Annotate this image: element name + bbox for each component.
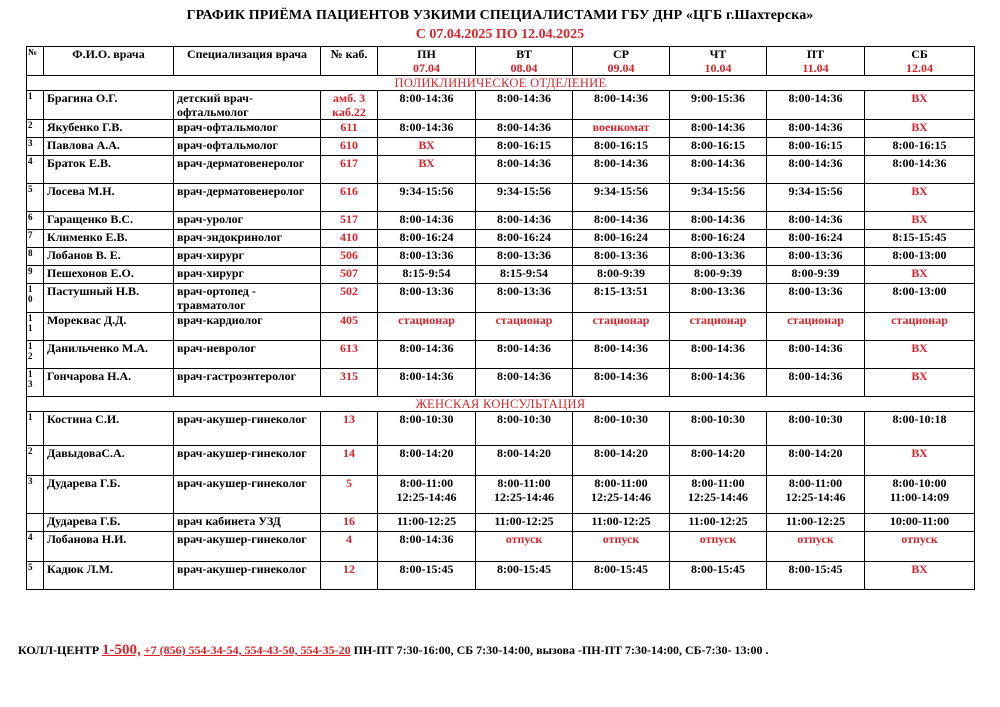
schedule-cell: 8:00-14:36 [476, 91, 573, 120]
schedule-cell: 8:00-16:15 [476, 138, 573, 156]
schedule-cell: 8:00-14:36 [767, 91, 865, 120]
schedule-cell: 8:00-11:00 12:25-14:46 [378, 476, 476, 514]
schedule-cell: 8:00-13:36 [476, 248, 573, 266]
schedule-cell: 8:00-14:36 [573, 369, 670, 397]
schedule-cell: 8:00-14:36 [476, 120, 573, 138]
schedule-cell: отпуск [865, 532, 975, 562]
schedule-cell: 8:00-13:36 [767, 284, 865, 313]
call-center-hours: ПН-ПТ 7:30-16:00, СБ 7:30-14:00, вызова -ПН-ПТ 7:30-14:00, СБ-7:30- 13:00 . [353, 643, 769, 657]
row-number: 5 [27, 562, 44, 590]
header-day-sat: СБ 12.04 [865, 47, 975, 76]
schedule-cell: 8:15-9:54 [378, 266, 476, 284]
doctor-name: Браток Е.В. [44, 156, 174, 184]
row-number: 6 [27, 212, 44, 230]
room-number: 613 [321, 341, 378, 369]
doctor-specialization: врач-акушер-гинеколог [174, 412, 321, 446]
doctor-specialization: врач-эндокринолог [174, 230, 321, 248]
doctor-name: Дударева Г.Б. [44, 514, 174, 532]
doctor-specialization: врач-акушер-гинеколог [174, 532, 321, 562]
row-number: 1 3 [27, 369, 44, 397]
doctor-name: Пастушный Н.В. [44, 284, 174, 313]
row-number: 4 [27, 156, 44, 184]
schedule-cell: 8:00-10:30 [476, 412, 573, 446]
room-number: 517 [321, 212, 378, 230]
row-number: 1 [27, 412, 44, 446]
schedule-cell: ВХ [865, 184, 975, 212]
schedule-cell: стационар [865, 313, 975, 341]
schedule-cell: 8:00-14:36 [476, 156, 573, 184]
schedule-cell: 11:00-12:25 [476, 514, 573, 532]
schedule-cell: 8:00-14:36 [767, 212, 865, 230]
date-range: С 07.04.2025 ПО 12.04.2025 [415, 27, 585, 42]
call-center-footer [18, 642, 988, 659]
room-number: 616 [321, 184, 378, 212]
schedule-cell: 8:00-13:36 [476, 284, 573, 313]
schedule-cell: ВХ [865, 369, 975, 397]
schedule-cell: 8:00-14:36 [573, 91, 670, 120]
schedule-cell: 8:00-10:30 [767, 412, 865, 446]
doctor-specialization: врач-офтальмолог [174, 138, 321, 156]
schedule-cell: 8:00-14:36 [767, 156, 865, 184]
doctor-name: Мореквас Д.Д. [44, 313, 174, 341]
doctor-name: Костина С.И. [44, 412, 174, 446]
section-header [27, 397, 975, 412]
row-number: 2 [27, 446, 44, 476]
schedule-cell: 8:15-13:51 [573, 284, 670, 313]
schedule-cell: 8:00-16:24 [476, 230, 573, 248]
room-number: 506 [321, 248, 378, 266]
schedule-cell: 8:00-15:45 [767, 562, 865, 590]
schedule-cell: 8:00-14:36 [378, 532, 476, 562]
table-row [27, 313, 975, 341]
schedule-cell: 8:00-16:24 [573, 230, 670, 248]
schedule-cell: 11:00-12:25 [378, 514, 476, 532]
table-row [27, 248, 975, 266]
room-number: 14 [321, 446, 378, 476]
schedule-cell: 11:00-12:25 [670, 514, 767, 532]
schedule-cell: 8:00-9:39 [573, 266, 670, 284]
doctor-name: Лобанов В. Е. [44, 248, 174, 266]
schedule-cell: ВХ [865, 341, 975, 369]
table-row [27, 412, 975, 446]
doctor-name: Кадюк Л.М. [44, 562, 174, 590]
doctor-specialization: врач-ортопед - травматолог [174, 284, 321, 313]
table-row [27, 562, 975, 590]
schedule-cell: 8:00-14:20 [378, 446, 476, 476]
room-number: 610 [321, 138, 378, 156]
schedule-cell: 8:00-16:24 [767, 230, 865, 248]
schedule-cell: 8:00-16:15 [573, 138, 670, 156]
schedule-cell: ВХ [865, 562, 975, 590]
doctor-name: Павлова А.А. [44, 138, 174, 156]
schedule-cell: отпуск [670, 532, 767, 562]
table-row [27, 120, 975, 138]
doctor-name: Пешехонов Е.О. [44, 266, 174, 284]
doctor-name: Клименко Е.В. [44, 230, 174, 248]
row-number: 2 [27, 120, 44, 138]
schedule-cell: 8:00-13:36 [378, 248, 476, 266]
room-number: 617 [321, 156, 378, 184]
schedule-cell: 8:00-10:30 [573, 412, 670, 446]
schedule-cell: 8:00-14:36 [670, 369, 767, 397]
table-row [27, 138, 975, 156]
row-number: 3 [27, 138, 44, 156]
room-number: амб. 3 каб.22 [321, 91, 378, 120]
doctor-specialization: врач-хирург [174, 266, 321, 284]
header-day-tue: ВТ 08.04 [476, 47, 573, 76]
schedule-cell: 9:34-15:56 [476, 184, 573, 212]
row-number: 1 0 [27, 284, 44, 313]
doctor-specialization: врач-акушер-гинеколог [174, 476, 321, 514]
header-name: Ф.И.О. врача [44, 47, 174, 76]
row-number: 1 [27, 91, 44, 120]
doctor-specialization: врач-уролог [174, 212, 321, 230]
schedule-cell: 8:00-16:15 [865, 138, 975, 156]
header-day-thu: ЧТ 10.04 [670, 47, 767, 76]
schedule-cell: 8:00-14:36 [378, 341, 476, 369]
table-row [27, 369, 975, 397]
doctor-specialization: врач-офтальмолог [174, 120, 321, 138]
doctor-name: Лосева М.Н. [44, 184, 174, 212]
schedule-cell: 9:34-15:56 [767, 184, 865, 212]
schedule-cell: 8:00-14:36 [767, 341, 865, 369]
schedule-cell: 8:00-9:39 [767, 266, 865, 284]
schedule-cell: 11:00-12:25 [573, 514, 670, 532]
table-row [27, 184, 975, 212]
schedule-cell: 8:00-14:36 [476, 341, 573, 369]
schedule-cell: 8:00-15:45 [670, 562, 767, 590]
schedule-cell: 8:00-9:39 [670, 266, 767, 284]
doctor-name: Брагина О.Г. [44, 91, 174, 120]
room-number: 611 [321, 120, 378, 138]
call-center-short-number[interactable]: 1-500, [102, 642, 141, 658]
row-number: 9 [27, 266, 44, 284]
room-number: 405 [321, 313, 378, 341]
doctor-specialization: врач-хирург [174, 248, 321, 266]
table-row [27, 156, 975, 184]
room-number: 5 [321, 476, 378, 514]
schedule-cell: стационар [573, 313, 670, 341]
room-number: 16 [321, 514, 378, 532]
schedule-cell: 8:00-16:24 [378, 230, 476, 248]
schedule-cell: 8:00-14:36 [670, 156, 767, 184]
schedule-cell: ВХ [865, 212, 975, 230]
schedule-cell: ВХ [865, 120, 975, 138]
table-row [27, 212, 975, 230]
schedule-cell: 9:34-15:56 [573, 184, 670, 212]
schedule-cell: стационар [378, 313, 476, 341]
doctor-specialization: врач-дерматовенеролог [174, 156, 321, 184]
schedule-cell: 10:00-11:00 [865, 514, 975, 532]
doctor-specialization: врач кабинета УЗД [174, 514, 321, 532]
table-row [27, 266, 975, 284]
schedule-cell: 8:00-16:15 [767, 138, 865, 156]
schedule-cell: 8:00-15:45 [573, 562, 670, 590]
schedule-cell: 8:00-13:36 [767, 248, 865, 266]
schedule-cell: ВХ [865, 446, 975, 476]
row-number: 1 2 [27, 341, 44, 369]
room-number: 315 [321, 369, 378, 397]
schedule-cell: 8:00-14:36 [573, 212, 670, 230]
schedule-cell: 8:00-14:36 [476, 369, 573, 397]
schedule-cell: 8:00-14:36 [378, 120, 476, 138]
section-header [27, 76, 975, 91]
schedule-cell: стационар [670, 313, 767, 341]
schedule-table [26, 46, 975, 590]
doctor-specialization: врач-гастроэнтеролог [174, 369, 321, 397]
header-row [27, 47, 975, 76]
schedule-cell: 8:00-15:45 [378, 562, 476, 590]
doctor-specialization: врач-акушер-гинеколог [174, 562, 321, 590]
room-number: 507 [321, 266, 378, 284]
header-num: № [27, 47, 44, 76]
schedule-cell: ВХ [378, 138, 476, 156]
schedule-cell: 8:00-13:00 [865, 248, 975, 266]
call-center-label: КОЛЛ-ЦЕНТР [18, 643, 100, 657]
row-number: 5 [27, 184, 44, 212]
schedule-cell: 8:15-15:45 [865, 230, 975, 248]
schedule-cell: 8:00-14:36 [670, 212, 767, 230]
header-day-mon: ПН 07.04 [378, 47, 476, 76]
section-title: ЖЕНСКАЯ КОНСУЛЬТАЦИЯ [27, 397, 975, 412]
row-number: 8 [27, 248, 44, 266]
room-number: 410 [321, 230, 378, 248]
table-row [27, 514, 975, 532]
schedule-cell: 8:00-14:36 [670, 120, 767, 138]
schedule-cell: 8:00-14:36 [670, 341, 767, 369]
schedule-cell: 8:00-11:00 12:25-14:46 [476, 476, 573, 514]
row-number [27, 514, 44, 532]
table-row [27, 91, 975, 120]
schedule-cell: 11:00-12:25 [767, 514, 865, 532]
doctor-specialization: детский врач-офтальмолог [174, 91, 321, 120]
schedule-cell: 8:00-14:20 [670, 446, 767, 476]
schedule-cell: 8:15-9:54 [476, 266, 573, 284]
schedule-cell: 8:00-13:36 [378, 284, 476, 313]
schedule-cell: 8:00-14:36 [378, 91, 476, 120]
schedule-cell: 8:00-13:36 [670, 284, 767, 313]
schedule-cell: 8:00-14:36 [573, 341, 670, 369]
schedule-cell: 8:00-15:45 [476, 562, 573, 590]
schedule-cell: 8:00-16:24 [670, 230, 767, 248]
table-row [27, 532, 975, 562]
schedule-cell: 8:00-14:36 [865, 156, 975, 184]
schedule-cell: 8:00-14:36 [573, 156, 670, 184]
header-room: № каб. [321, 47, 378, 76]
doctor-specialization: врач-дерматовенеролог [174, 184, 321, 212]
table-row [27, 230, 975, 248]
schedule-cell: военкомат [573, 120, 670, 138]
schedule-cell: 9:34-15:56 [378, 184, 476, 212]
schedule-cell: 8:00-10:30 [670, 412, 767, 446]
schedule-cell: 8:00-14:20 [767, 446, 865, 476]
doctor-specialization: врач-акушер-гинеколог [174, 446, 321, 476]
row-number: 7 [27, 230, 44, 248]
schedule-cell: 8:00-11:00 12:25-14:46 [573, 476, 670, 514]
doctor-name: Дударева Г.Б. [44, 476, 174, 514]
page-title: ГРАФИК ПРИЁМА ПАЦИЕНТОВ УЗКИМИ СПЕЦИАЛИСТАМИ ГБУ ДНР «ЦГБ г.Шахтерска» [186, 8, 814, 23]
room-number: 4 [321, 532, 378, 562]
header-day-wed: СР 09.04 [573, 47, 670, 76]
schedule-cell: ВХ [865, 91, 975, 120]
schedule-cell: 8:00-14:36 [767, 369, 865, 397]
schedule-cell: отпуск [476, 532, 573, 562]
doctor-name: Гаращенко В.С. [44, 212, 174, 230]
schedule-cell: 8:00-14:20 [573, 446, 670, 476]
schedule-cell: 8:00-14:36 [378, 369, 476, 397]
schedule-cell: стационар [767, 313, 865, 341]
schedule-cell: 8:00-13:36 [670, 248, 767, 266]
header-day-fri: ПТ 11.04 [767, 47, 865, 76]
schedule-cell: отпуск [767, 532, 865, 562]
schedule-cell: 8:00-14:36 [767, 120, 865, 138]
schedule-cell: отпуск [573, 532, 670, 562]
schedule-cell: ВХ [865, 266, 975, 284]
table-row [27, 284, 975, 313]
doctor-specialization: врач-невролог [174, 341, 321, 369]
doctor-name: ДавыдоваС.А. [44, 446, 174, 476]
schedule-cell: 8:00-14:36 [378, 212, 476, 230]
schedule-cell: 8:00-16:15 [670, 138, 767, 156]
schedule-cell: 8:00-13:00 [865, 284, 975, 313]
table-row [27, 446, 975, 476]
row-number: 3 [27, 476, 44, 514]
table-row [27, 341, 975, 369]
schedule-cell: ВХ [378, 156, 476, 184]
schedule-cell: 8:00-10:00 11:00-14:09 [865, 476, 975, 514]
schedule-cell: 8:00-10:18 [865, 412, 975, 446]
schedule-cell: стационар [476, 313, 573, 341]
schedule-cell: 9:00-15:36 [670, 91, 767, 120]
schedule-cell: 8:00-11:00 12:25-14:46 [670, 476, 767, 514]
schedule-cell: 8:00-10:30 [378, 412, 476, 446]
schedule-cell: 8:00-14:20 [476, 446, 573, 476]
row-number: 4 [27, 532, 44, 562]
call-center-phones[interactable]: +7 (856) 554-34-54, 554-43-50, 554-35-20 [143, 643, 351, 657]
doctor-name: Гончарова Н.А. [44, 369, 174, 397]
schedule-cell: 8:00-11:00 12:25-14:46 [767, 476, 865, 514]
row-number: 1 1 [27, 313, 44, 341]
schedule-cell: 9:34-15:56 [670, 184, 767, 212]
doctor-name: Лобанова Н.И. [44, 532, 174, 562]
doctor-name: Данильченко М.А. [44, 341, 174, 369]
section-title: ПОЛИКЛИНИЧЕСКОЕ ОТДЕЛЕНИЕ [27, 76, 975, 91]
schedule-cell: 8:00-13:36 [573, 248, 670, 266]
room-number: 12 [321, 562, 378, 590]
header-spec: Специализация врача [174, 47, 321, 76]
table-row [27, 476, 975, 514]
room-number: 502 [321, 284, 378, 313]
doctor-name: Якубенко Г.В. [44, 120, 174, 138]
room-number: 13 [321, 412, 378, 446]
doctor-specialization: врач-кардиолог [174, 313, 321, 341]
schedule-cell: 8:00-14:36 [476, 212, 573, 230]
